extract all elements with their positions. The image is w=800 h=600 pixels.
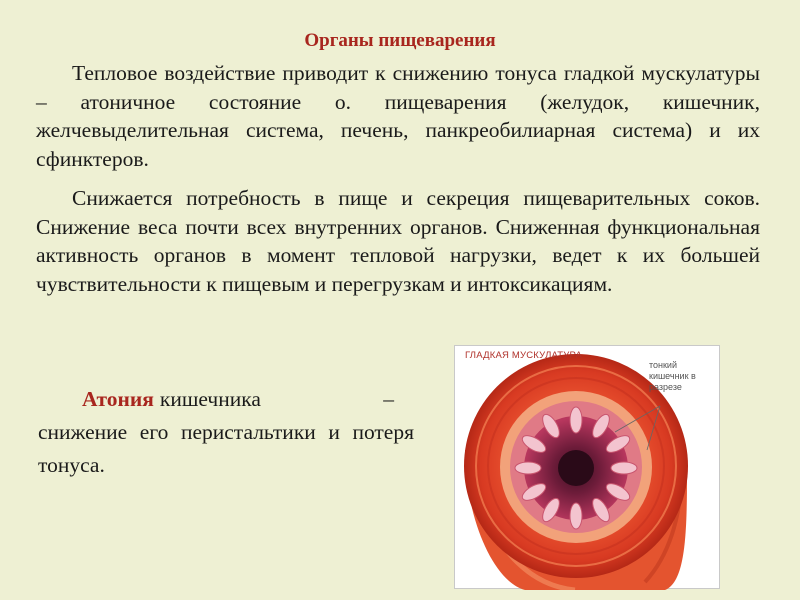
atonia-word: кишечника [159, 387, 261, 411]
paragraph-reduced-need-text: Снижается потребность в пище и секреция пищеварительных соков. Снижение веса почти всех внутренних органов. Сниженная функциональная активность органов в момент тепловой нагрузки, ведет к их большей чувствительности к пищевым и перегрузкам и интоксикациям. [36, 186, 760, 297]
paragraph-reduced-need [36, 184, 760, 299]
figure-label-smooth-muscle: ГЛАДКАЯ МУСКУЛАТУРА [465, 350, 582, 361]
page-title: Органы пищеварения [304, 30, 496, 51]
atonia-dash: – [383, 387, 394, 411]
intestine-cross-section-figure [454, 345, 720, 589]
atonia-term: Атония [82, 387, 154, 411]
paragraph-heat-effect-text: Тепловое воздействие приводит к снижению тонуса гладкой мускулатуры – атоничное состояние о. пищеварения (желудок, кишечник, желчевыделительная система, печень, панкреобилиарная система) и их сфинктеров. [36, 61, 760, 172]
paragraph-heat-effect [36, 59, 760, 174]
lumen-center [558, 450, 594, 486]
figure-label-small-intestine: тонкий кишечник в разрезе [649, 360, 696, 392]
atonia-definition [38, 383, 414, 482]
atonia-first-line [38, 383, 414, 416]
atonia-definition-text: снижение его перистальтики и потеря тонуса. [38, 420, 414, 477]
